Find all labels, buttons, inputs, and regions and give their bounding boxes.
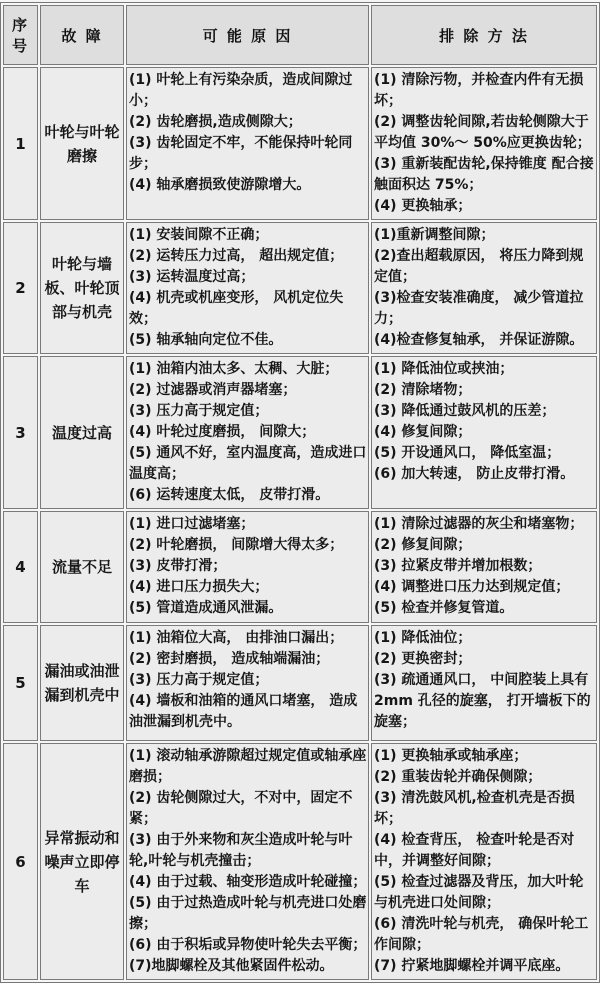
- header-row: [3, 5, 597, 65]
- remedies-cell: [371, 743, 597, 980]
- remedies-cell: [371, 511, 597, 623]
- remedy-line: (1) 清除过滤器的灰尘和堵塞物；: [374, 516, 584, 532]
- remedy-line: (3) 重新装配齿轮,保持锥度 配合接触面积达 75%；: [374, 156, 594, 193]
- remedy-line: (2) 调整齿轮间隙,若齿轮侧隙大于平均值 30%～ 50%应更换齿轮；: [374, 114, 591, 151]
- serial-number: 4: [3, 511, 38, 623]
- cause-line: (1) 安装间隙不正确；: [129, 227, 269, 243]
- fault-name: 叶轮与叶轮磨擦: [40, 67, 124, 220]
- header-possible-cause: 可 能 原 因: [126, 5, 369, 65]
- cause-line: (4) 轴承磨损致使游隙增大。: [129, 177, 311, 193]
- remedy-line: (5) 检查过滤器及背压，加大叶轮与机壳进口处间隙；: [374, 874, 584, 911]
- cause-line: (1) 进口过滤堵塞；: [129, 516, 255, 532]
- fault-name: 漏油或油泄漏到机壳中: [40, 625, 124, 741]
- table-row: [3, 625, 597, 741]
- cause-line: (5) 通风不好，室内温度高，造成进口温度高；: [129, 445, 367, 482]
- cause-line: (4) 由于过载、轴变形造成叶轮碰撞；: [129, 874, 367, 890]
- fault-name: 流量不足: [40, 511, 124, 623]
- remedy-line: (5) 检查并修复管道。: [374, 600, 514, 616]
- cause-line: (1) 油箱内油太多、太稠、大脏；: [129, 361, 339, 377]
- remedy-line: (6) 清洗叶轮与机壳， 确保叶轮工作间隙；: [374, 916, 589, 953]
- cause-line: (2) 运转压力过高， 超出规定值；: [129, 248, 344, 264]
- header-fault: 故 障: [40, 5, 124, 65]
- remedy-line: (3) 疏通通风口， 中间腔装上具有 2mm 孔径的旋塞， 打开墙板下的旋塞；: [374, 672, 591, 730]
- remedy-line: (1) 降低油位；: [374, 630, 472, 646]
- cause-line: (5) 轴承轴向定位不佳。: [129, 332, 283, 348]
- remedy-line: (2) 重装齿轮并确保侧隙；: [374, 769, 542, 785]
- cause-line: (2) 叶轮磨损， 间隙增大得太多；: [129, 537, 344, 553]
- remedy-line: (4) 调整进口压力达到规定值；: [374, 579, 570, 595]
- table-row: [3, 743, 597, 980]
- remedies-cell: [371, 222, 597, 354]
- remedy-line: (4) 更换轴承；: [374, 198, 472, 214]
- cause-line: (2) 过滤器或消声器堵塞；: [129, 382, 297, 398]
- possible-causes-cell: [126, 67, 369, 220]
- remedy-line: (2) 修复间隙；: [374, 537, 472, 553]
- serial-number: 3: [3, 356, 38, 509]
- cause-line: (2) 齿轮磨损,造成侧隙大；: [129, 114, 302, 130]
- table-row: [3, 222, 597, 354]
- remedies-cell: [371, 67, 597, 220]
- table-row: [3, 67, 597, 220]
- cause-line: (6) 运转速度太低， 皮带打滑。: [129, 487, 330, 503]
- remedy-line: (3) 拉紧皮带并增加根数；: [374, 558, 542, 574]
- serial-number: 6: [3, 743, 38, 980]
- fault-name: 异常振动和噪声立即停车: [40, 743, 124, 980]
- table-row: [3, 511, 597, 623]
- possible-causes-cell: [126, 625, 369, 741]
- possible-causes-cell: [126, 743, 369, 980]
- fault-name: 叶轮与墙板、叶轮顶部与机壳: [40, 222, 124, 354]
- serial-number: 5: [3, 625, 38, 741]
- remedy-line: (4) 修复间隙；: [374, 424, 472, 440]
- header-serial-no: 序号: [3, 5, 38, 65]
- cause-line: (4) 进口压力损失大；: [129, 579, 269, 595]
- table-row: [3, 356, 597, 509]
- cause-line: (2) 密封磨损， 造成轴端漏油；: [129, 651, 330, 667]
- possible-causes-cell: [126, 511, 369, 623]
- cause-line: (5) 管道造成通风泄漏。: [129, 600, 283, 616]
- remedy-line: (1) 清除污物，并检查内件有无损坏；: [374, 72, 584, 109]
- cause-line: (4) 机壳或机座变形， 风机定位失效；: [129, 290, 344, 327]
- cause-line: (3) 压力高于规定值；: [129, 672, 269, 688]
- cause-line: (3) 压力高于规定值；: [129, 403, 269, 419]
- cause-line: (1) 油箱位大高， 由排油口漏出；: [129, 630, 344, 646]
- remedy-line: (2) 更换密封；: [374, 651, 472, 667]
- cause-line: (6) 由于积垢或异物使叶轮失去平衡；: [129, 937, 367, 953]
- remedy-line: (2) 清除堵物；: [374, 382, 472, 398]
- cause-line: (4) 叶轮过度磨损， 间隙大；: [129, 424, 316, 440]
- remedy-line: (3) 降低通过鼓风机的压差；: [374, 403, 556, 419]
- remedies-cell: [371, 356, 597, 509]
- remedy-line: (1)重新调整间隙；: [374, 227, 495, 243]
- serial-number: 1: [3, 67, 38, 220]
- header-remedy: 排 除 方 法: [371, 5, 597, 65]
- cause-line: (3) 齿轮固定不牢，不能保持叶轮同步；: [129, 135, 353, 172]
- cause-line: (1) 叶轮上有污染杂质，造成间隙过小；: [129, 72, 353, 109]
- remedy-line: (6) 加大转速， 防止皮带打滑。: [374, 466, 575, 482]
- remedy-line: (3) 清洗鼓风机,检查机壳是否损坏；: [374, 790, 575, 827]
- remedy-line: (4) 检查背压， 检查叶轮是否对中，并调整好间隙；: [374, 832, 575, 869]
- possible-causes-cell: [126, 356, 369, 509]
- remedy-line: (1) 更换轴承或轴承座；: [374, 748, 528, 764]
- cause-line: (3) 皮带打滑；: [129, 558, 227, 574]
- fault-troubleshooting-table: [0, 2, 600, 983]
- fault-name: 温度过高: [40, 356, 124, 509]
- remedy-line: (5) 开设通风口， 降低室温；: [374, 445, 561, 461]
- remedy-line: (3)检查安装准确度， 减少管道拉力；: [374, 290, 584, 327]
- remedy-line: (4)检查修复轴承， 并保证游隙。: [374, 332, 584, 348]
- cause-line: (7)地脚螺栓及其他紧固件松动。: [129, 958, 334, 974]
- cause-line: (4) 墙板和油箱的通风口堵塞， 造成油泄漏到机壳中。: [129, 693, 358, 730]
- remedy-line: (1) 降低油位或挟油；: [374, 361, 514, 377]
- possible-causes-cell: [126, 222, 369, 354]
- cause-line: (3) 运转温度过高；: [129, 269, 255, 285]
- remedy-line: (7) 拧紧地脚螺栓并调平底座。: [374, 958, 570, 974]
- cause-line: (2) 齿轮侧隙过大，不对中，固定不紧；: [129, 790, 353, 827]
- serial-number: 2: [3, 222, 38, 354]
- remedies-cell: [371, 625, 597, 741]
- cause-line: (1) 滚动轴承游隙超过规定值或轴承座磨损；: [129, 748, 367, 785]
- remedy-line: (2)查出超载原因， 将压力降到规定值；: [374, 248, 584, 285]
- cause-line: (5) 由于过热造成叶轮与机壳进口处磨擦；: [129, 895, 367, 932]
- cause-line: (3) 由于外来物和灰尘造成叶轮与叶轮,叶轮与机壳撞击；: [129, 832, 353, 869]
